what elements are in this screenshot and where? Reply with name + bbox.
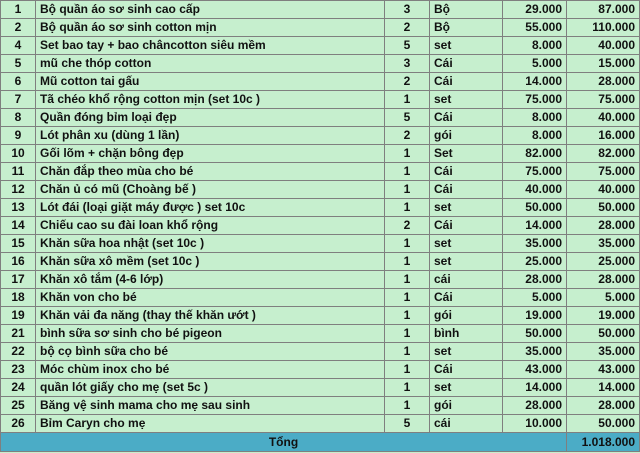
unit-cell[interactable]: Cái	[430, 73, 503, 91]
quantity-cell[interactable]: 3	[385, 1, 430, 19]
table-row	[1, 235, 640, 253]
table-row	[1, 415, 640, 433]
item-name-cell[interactable]: Móc chùm inox cho bé	[36, 361, 385, 379]
unit-cell[interactable]: cái	[430, 415, 503, 433]
table-row	[1, 181, 640, 199]
row-number-cell[interactable]: 1	[1, 1, 36, 19]
quantity-cell[interactable]: 5	[385, 109, 430, 127]
table-row	[1, 253, 640, 271]
item-name-cell[interactable]: Khăn sữa xô mềm (set 10c )	[36, 253, 385, 271]
unit-cell[interactable]: gói	[430, 307, 503, 325]
item-name-cell[interactable]: Chăn đắp theo mùa cho bé	[36, 163, 385, 181]
line-total-cell[interactable]: 25.000	[567, 253, 640, 271]
line-total-cell[interactable]: 40.000	[567, 181, 640, 199]
row-number-cell[interactable]: 19	[1, 307, 36, 325]
row-number-cell[interactable]: 11	[1, 163, 36, 181]
quantity-cell[interactable]: 1	[385, 361, 430, 379]
line-total-cell[interactable]: 28.000	[567, 73, 640, 91]
quantity-cell[interactable]: 2	[385, 73, 430, 91]
table-row	[1, 397, 640, 415]
row-number-cell[interactable]: 15	[1, 235, 36, 253]
unit-cell[interactable]: set	[430, 343, 503, 361]
row-number-cell[interactable]: 4	[1, 37, 36, 55]
item-name-cell[interactable]: Lót phân xu (dùng 1 lần)	[36, 127, 385, 145]
unit-price-cell[interactable]: 5.000	[503, 289, 567, 307]
quantity-cell[interactable]: 5	[385, 415, 430, 433]
quantity-cell[interactable]: 1	[385, 343, 430, 361]
unit-price-cell[interactable]: 28.000	[503, 271, 567, 289]
table-row	[1, 271, 640, 289]
item-name-cell[interactable]: mũ che thóp cotton	[36, 55, 385, 73]
line-total-cell[interactable]: 40.000	[567, 37, 640, 55]
item-name-cell[interactable]: Bỉm Caryn cho mẹ	[36, 415, 385, 433]
unit-cell[interactable]: set	[430, 91, 503, 109]
line-total-cell[interactable]: 43.000	[567, 361, 640, 379]
table-row	[1, 325, 640, 343]
unit-cell[interactable]: Cái	[430, 217, 503, 235]
item-name-cell[interactable]: Bộ quần áo sơ sinh cao cấp	[36, 1, 385, 19]
row-number-cell[interactable]: 8	[1, 109, 36, 127]
unit-price-cell[interactable]: 28.000	[503, 397, 567, 415]
unit-cell[interactable]: Cái	[430, 109, 503, 127]
row-number-cell[interactable]: 17	[1, 271, 36, 289]
unit-cell[interactable]: Bộ	[430, 19, 503, 37]
line-total-cell[interactable]: 75.000	[567, 91, 640, 109]
table-row	[1, 379, 640, 397]
item-name-cell[interactable]: Băng vệ sinh mama cho mẹ sau sinh	[36, 397, 385, 415]
item-name-cell[interactable]: Gối lõm + chặn bông đẹp	[36, 145, 385, 163]
unit-cell[interactable]: set	[430, 37, 503, 55]
unit-cell[interactable]: gói	[430, 127, 503, 145]
table-row	[1, 199, 640, 217]
line-total-cell[interactable]: 16.000	[567, 127, 640, 145]
item-name-cell[interactable]: Chiếu cao su đài loan khổ rộng	[36, 217, 385, 235]
unit-price-cell[interactable]: 14.000	[503, 73, 567, 91]
row-number-cell[interactable]: 25	[1, 397, 36, 415]
unit-cell[interactable]: set	[430, 253, 503, 271]
item-name-cell[interactable]: Quần đóng bỉm loại đẹp	[36, 109, 385, 127]
quantity-cell[interactable]: 1	[385, 199, 430, 217]
quantity-cell[interactable]: 1	[385, 379, 430, 397]
unit-price-cell[interactable]: 19.000	[503, 307, 567, 325]
quantity-cell[interactable]: 1	[385, 235, 430, 253]
quantity-cell[interactable]: 1	[385, 145, 430, 163]
line-total-cell[interactable]: 28.000	[567, 217, 640, 235]
table-row	[1, 361, 640, 379]
unit-cell[interactable]: bình	[430, 325, 503, 343]
quantity-cell[interactable]: 1	[385, 397, 430, 415]
line-total-cell[interactable]: 15.000	[567, 55, 640, 73]
quantity-cell[interactable]: 1	[385, 271, 430, 289]
table-row	[1, 55, 640, 73]
quantity-cell[interactable]: 2	[385, 217, 430, 235]
table-row	[1, 1, 640, 19]
item-name-cell[interactable]: Khăn von cho bé	[36, 289, 385, 307]
unit-price-cell[interactable]: 5.000	[503, 55, 567, 73]
line-total-cell[interactable]: 40.000	[567, 109, 640, 127]
total-row	[1, 433, 640, 452]
unit-cell[interactable]: Cái	[430, 163, 503, 181]
item-name-cell[interactable]: Khăn sữa hoa nhật (set 10c )	[36, 235, 385, 253]
line-total-cell[interactable]: 35.000	[567, 235, 640, 253]
unit-price-cell[interactable]: 50.000	[503, 325, 567, 343]
line-total-cell[interactable]: 50.000	[567, 199, 640, 217]
row-number-cell[interactable]: 14	[1, 217, 36, 235]
quantity-cell[interactable]: 2	[385, 19, 430, 37]
total-label-cell[interactable]: Tổng	[1, 433, 567, 452]
quantity-cell[interactable]: 5	[385, 37, 430, 55]
unit-price-cell[interactable]: 35.000	[503, 343, 567, 361]
unit-cell[interactable]: Cái	[430, 181, 503, 199]
unit-cell[interactable]: set	[430, 379, 503, 397]
row-number-cell[interactable]: 21	[1, 325, 36, 343]
item-name-cell[interactable]: Bộ quần áo sơ sinh cotton mịn	[36, 19, 385, 37]
table-row	[1, 127, 640, 145]
row-number-cell[interactable]: 5	[1, 55, 36, 73]
unit-price-cell[interactable]: 29.000	[503, 1, 567, 19]
quantity-cell[interactable]: 1	[385, 289, 430, 307]
line-total-cell[interactable]: 50.000	[567, 325, 640, 343]
unit-price-cell[interactable]: 8.000	[503, 109, 567, 127]
table-row	[1, 163, 640, 181]
item-name-cell[interactable]: Lót đái (loại giặt máy được ) set 10c	[36, 199, 385, 217]
row-number-cell[interactable]: 24	[1, 379, 36, 397]
table-row	[1, 73, 640, 91]
line-total-cell[interactable]: 82.000	[567, 145, 640, 163]
line-total-cell[interactable]: 87.000	[567, 1, 640, 19]
unit-price-cell[interactable]: 14.000	[503, 379, 567, 397]
table-row	[1, 109, 640, 127]
row-number-cell[interactable]: 6	[1, 73, 36, 91]
row-number-cell[interactable]: 7	[1, 91, 36, 109]
item-name-cell[interactable]: Khăn vải đa năng (thay thế khăn ướt )	[36, 307, 385, 325]
table-row	[1, 289, 640, 307]
item-name-cell[interactable]: bộ cọ bình sữa cho bé	[36, 343, 385, 361]
row-number-cell[interactable]: 9	[1, 127, 36, 145]
quantity-cell[interactable]: 1	[385, 325, 430, 343]
line-total-cell[interactable]: 35.000	[567, 343, 640, 361]
unit-price-cell[interactable]: 35.000	[503, 235, 567, 253]
item-name-cell[interactable]: Chăn ủ có mũ (Choàng bế )	[36, 181, 385, 199]
table-row	[1, 91, 640, 109]
unit-price-cell[interactable]: 50.000	[503, 199, 567, 217]
grand-total-cell[interactable]: 1.018.000	[567, 433, 640, 452]
quantity-cell[interactable]: 1	[385, 181, 430, 199]
row-number-cell[interactable]: 2	[1, 19, 36, 37]
unit-price-cell[interactable]: 25.000	[503, 253, 567, 271]
unit-price-cell[interactable]: 55.000	[503, 19, 567, 37]
row-number-cell[interactable]: 13	[1, 199, 36, 217]
unit-price-cell[interactable]: 43.000	[503, 361, 567, 379]
table-row	[1, 145, 640, 163]
line-total-cell[interactable]: 110.000	[567, 19, 640, 37]
row-number-cell[interactable]: 23	[1, 361, 36, 379]
unit-price-cell[interactable]: 10.000	[503, 415, 567, 433]
unit-price-cell[interactable]: 40.000	[503, 181, 567, 199]
quantity-cell[interactable]: 1	[385, 163, 430, 181]
item-name-cell[interactable]: bình sữa sơ sinh cho bé pigeon	[36, 325, 385, 343]
table-body	[1, 1, 640, 433]
quantity-cell[interactable]: 1	[385, 91, 430, 109]
line-total-cell[interactable]: 28.000	[567, 397, 640, 415]
unit-price-cell[interactable]: 14.000	[503, 217, 567, 235]
quantity-cell[interactable]: 1	[385, 307, 430, 325]
row-number-cell[interactable]: 16	[1, 253, 36, 271]
item-name-cell[interactable]: Set bao tay + bao châncotton siêu mềm	[36, 37, 385, 55]
unit-cell[interactable]: Cái	[430, 55, 503, 73]
line-total-cell[interactable]: 5.000	[567, 289, 640, 307]
row-number-cell[interactable]: 22	[1, 343, 36, 361]
quantity-cell[interactable]: 3	[385, 55, 430, 73]
line-total-cell[interactable]: 75.000	[567, 163, 640, 181]
line-total-cell[interactable]: 28.000	[567, 271, 640, 289]
quantity-cell[interactable]: 2	[385, 127, 430, 145]
unit-price-cell[interactable]: 75.000	[503, 163, 567, 181]
item-name-cell[interactable]: quần lót giấy cho mẹ (set 5c )	[36, 379, 385, 397]
row-number-cell[interactable]: 26	[1, 415, 36, 433]
line-total-cell[interactable]: 19.000	[567, 307, 640, 325]
row-number-cell[interactable]: 10	[1, 145, 36, 163]
unit-price-cell[interactable]: 82.000	[503, 145, 567, 163]
unit-cell[interactable]: set	[430, 199, 503, 217]
line-total-cell[interactable]: 50.000	[567, 415, 640, 433]
unit-cell[interactable]: set	[430, 235, 503, 253]
unit-cell[interactable]: Cái	[430, 289, 503, 307]
unit-cell[interactable]: Cái	[430, 361, 503, 379]
line-total-cell[interactable]: 14.000	[567, 379, 640, 397]
unit-price-cell[interactable]: 8.000	[503, 127, 567, 145]
row-number-cell[interactable]: 12	[1, 181, 36, 199]
row-number-cell[interactable]: 18	[1, 289, 36, 307]
item-name-cell[interactable]: Khăn xô tắm (4-6 lớp)	[36, 271, 385, 289]
unit-cell[interactable]: Set	[430, 145, 503, 163]
table-row	[1, 37, 640, 55]
item-name-cell[interactable]: Mũ cotton tai gấu	[36, 73, 385, 91]
table-row	[1, 343, 640, 361]
unit-cell[interactable]: Bộ	[430, 1, 503, 19]
unit-price-cell[interactable]: 75.000	[503, 91, 567, 109]
unit-cell[interactable]: gói	[430, 397, 503, 415]
unit-cell[interactable]: cái	[430, 271, 503, 289]
unit-price-cell[interactable]: 8.000	[503, 37, 567, 55]
table-row	[1, 307, 640, 325]
table-row	[1, 19, 640, 37]
item-name-cell[interactable]: Tã chéo khổ rộng cotton mịn (set 10c )	[36, 91, 385, 109]
quantity-cell[interactable]: 1	[385, 253, 430, 271]
table-row	[1, 217, 640, 235]
